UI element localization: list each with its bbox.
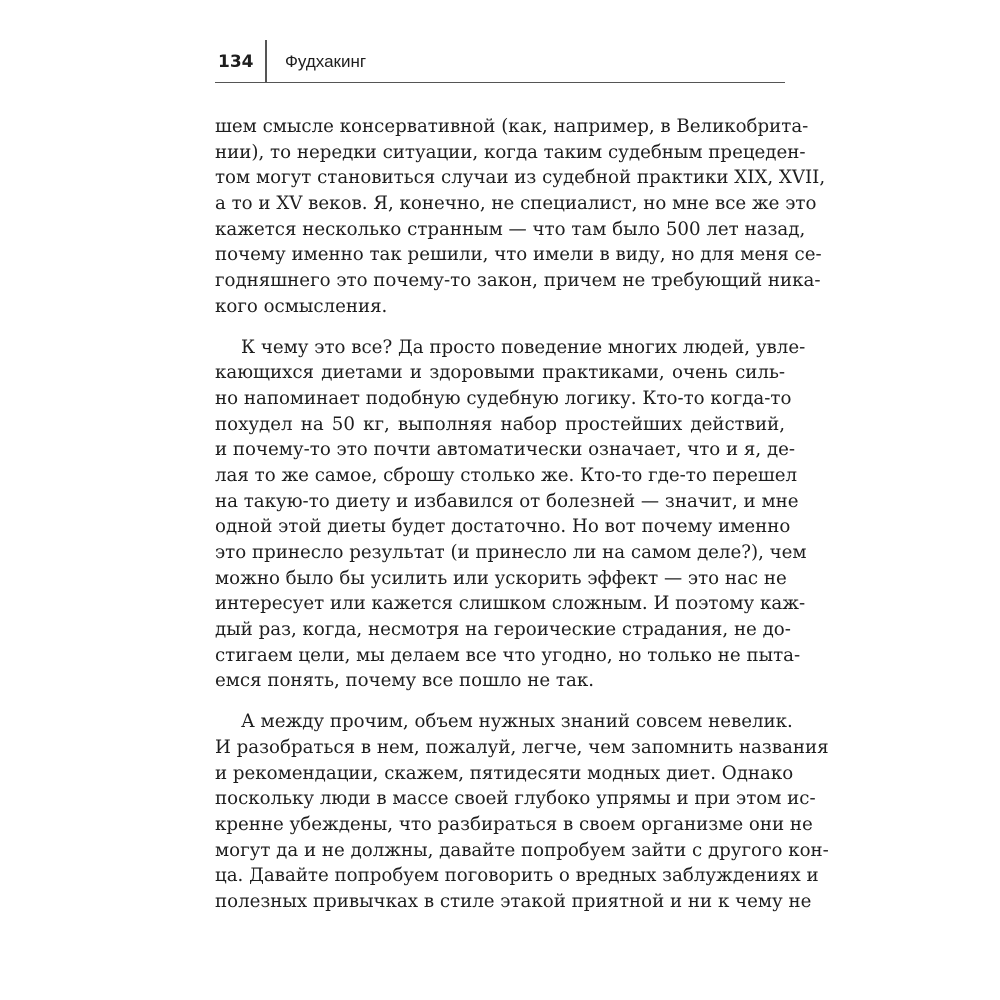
text-line: но напоминает подобную судебную логику. Кто-то когда-то [215,387,792,409]
text-line: А между прочим, объем нужных знаний совсем невелик. [241,711,793,733]
text-line: похудел на 50 кг, выполняя набор простейших действий, [215,413,785,435]
text-line: дый раз, когда, несмотря на героические страдания, не до- [215,619,791,641]
text-line: и почему-то это почти автоматически означает, что и я, де- [215,439,796,461]
text-line: шем смысле консервативной (как, например, в Великобрита- [215,116,809,137]
text-line: нии), то нередки ситуации, когда таким судебным прецеден- [215,141,806,163]
text-line: на такую-то диету и избавился от болезней — значит, и мне [215,490,799,512]
paragraph [215,709,829,915]
text-line: И разобраться в нем, пожалуй, легче, чем запомнить названия [215,736,829,758]
running-title: Фудхакинг [285,52,367,71]
paragraph [215,335,807,695]
text-line: и рекомендации, скажем, пятидесяти модных диет. Однако [215,762,794,784]
paragraph [215,114,826,320]
text-line: емся понять, почему все пошло не так. [215,670,594,692]
text-line: лая то же самое, сброшу столько же. Кто-то где-то перешел [215,464,798,486]
text-line: стигаем цели, мы делаем все что угодно, но только не пыта- [215,644,801,666]
text-line: К чему это все? Да просто поведение многих людей, увле- [241,336,806,358]
text-line: кающихся диетами и здоровыми практиками, очень силь- [215,362,785,384]
running-header [215,40,785,83]
header-divider [265,40,267,82]
text-line: кого осмысления. [215,295,388,317]
page-body [215,114,829,930]
text-line: могут да и не должны, давайте попробуем зайти с другого кон- [215,839,829,861]
text-line: ца. Давайте попробуем поговорить о вредных заблуждениях и [215,865,819,887]
text-line: том могут становиться случаи из судебной практики XIX, XVII, [215,167,826,189]
text-line: годняшнего это почему-то закон, причем не требующий ника- [215,270,821,292]
text-line: кренне убеждены, что разбираться в своем организме они не [215,813,813,835]
text-line: а то и XV веков. Я, конечно, не специалист, но мне все же это [215,193,817,215]
text-line: полезных привычках в стиле этакой приятной и ни к чему не [215,890,812,912]
text-line: почему именно так решили, что имели в виду, но для меня се- [215,244,822,266]
text-line: это принесло результат (и принесло ли на самом деле?), чем [215,542,807,563]
page-number: 134 [218,52,254,72]
text-line: можно было бы усилить или ускорить эффект — это нас не [215,567,787,589]
text-line: кажется несколько странным — что там было 500 лет назад, [215,218,806,240]
text-line: одной этой диеты будет достаточно. Но вот почему именно [215,516,791,538]
text-line: интересует или кажется слишком сложным. И поэтому каж- [215,593,806,615]
text-line: поскольку люди в массе своей глубоко упрямы и при этом ис- [215,788,816,810]
